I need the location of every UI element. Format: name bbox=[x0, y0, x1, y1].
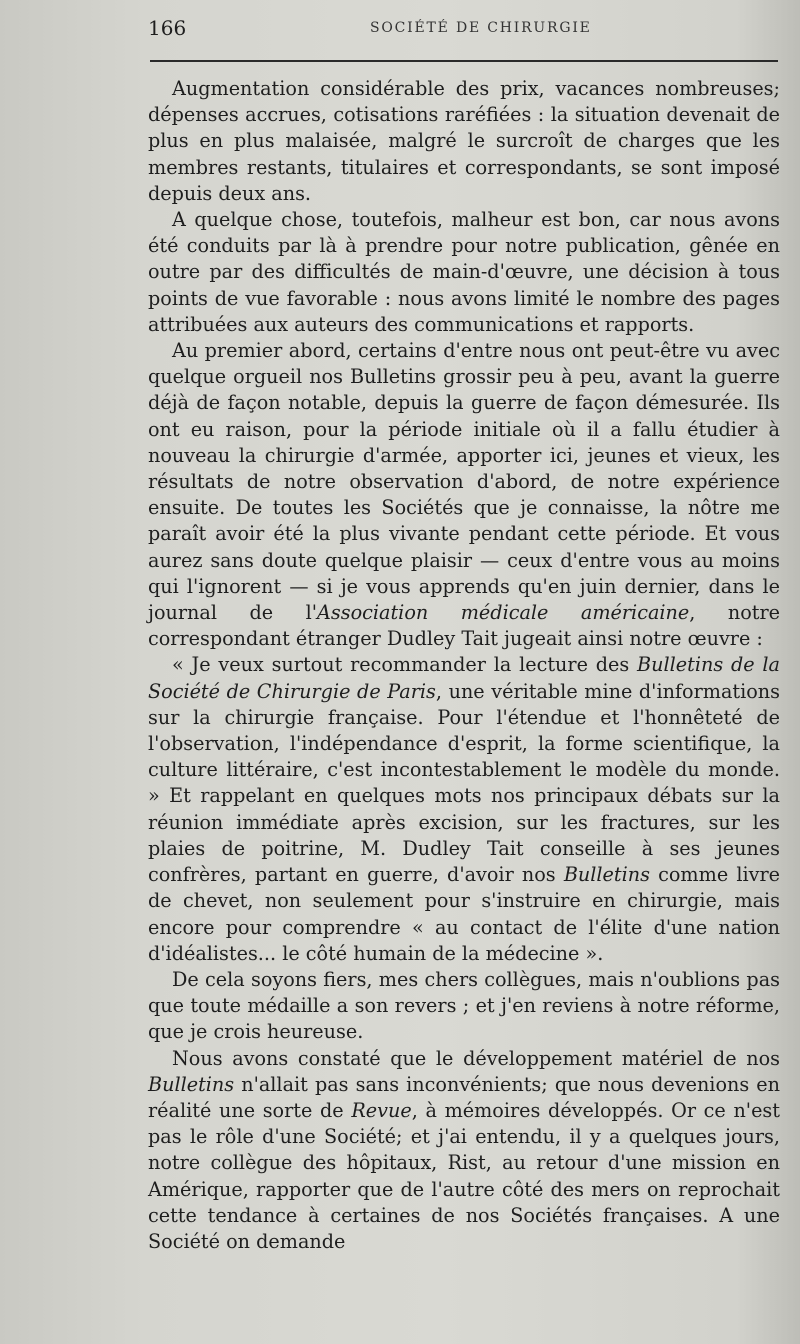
paragraph bbox=[148, 76, 780, 207]
text-run: Nous avons constaté que le développement matériel de nos bbox=[172, 1046, 780, 1070]
italic-text-run: Bulletins bbox=[148, 1072, 235, 1096]
italic-text-run: Bulletins bbox=[563, 863, 650, 887]
text-run: , notre correspondant étranger Dudley Tait jugeait ainsi notre œuvre : bbox=[148, 601, 780, 651]
paragraph bbox=[148, 207, 780, 338]
text-run: comme livre de chevet, non seulement pour s'instruire en chirurgie, mais encore pour comprendre « au contact de l'élite d'une nation d'idéalistes... le côté humain de la médecine ». bbox=[148, 863, 780, 965]
italic-text-run: Association médicale américaine bbox=[317, 601, 690, 625]
paragraph bbox=[148, 1046, 780, 1256]
text-run: Augmentation considérable des prix, vacances nombreuses; dépenses accrues, cotisations raréfiées : la situation devenait de plus en plus malaisée, malgré le surcroît de charges que les membres restants, titulaires et correspondants, se sont imposé depuis deux ans. bbox=[148, 77, 780, 205]
text-run: n'allait pas sans inconvénients; que nous devenions en réalité une sorte de bbox=[148, 1072, 780, 1122]
text-run: A quelque chose, toutefois, malheur est bon, car nous avons été conduits par là à prendre pour notre publication, gênée en outre par des difficultés de main-d'œuvre, une décision à tous points de vue favorable : nous avons limité le nombre des pages attribuées aux auteurs des communications et rapports. bbox=[148, 208, 780, 336]
text-run: Au premier abord, certains d'entre nous ont peut-être vu avec quelque orgueil nos Bulletins grossir peu à peu, avant la guerre déjà de façon notable, depuis la guerre de façon démesurée. Ils ont eu raison, pour la période initiale où il a fallu étudier à nouveau la chirurgie d'armée, apporter ici, jeunes et vieux, les résultats de notre observation d'abord, de notre expérience ensuite. De toutes les Sociétés que je connaisse, la nôtre me paraît avoir été la plus vivante pendant cette période. Et vous aurez sans doute quelque plaisir — ceux d'entre vous au moins qui l'ignorent — si je vous apprends qu'en juin dernier, dans le journal de l' bbox=[148, 339, 780, 625]
text-run: , à mémoires développés. Or ce n'est pas le rôle d'une Société; et j'ai entendu, il y a quelques jours, notre collègue des hôpitaux, Rist, au retour d'une mission en Amérique, rapporter que de l'autre côté des mers on reprochait cette tendance à certaines de nos Sociétés françaises. A une Société on demande bbox=[148, 1098, 780, 1253]
paragraph bbox=[148, 967, 780, 1046]
text-run: , une véritable mine d'informations sur la chirurgie française. Pour l'étendue et l'honnêteté de l'observation, l'indépendance d'esprit, la forme scientifique, la culture littéraire, c'est incontestablement le modèle du monde. » Et rappelant en quelques mots nos principaux débats sur la réunion immédiate après excision, sur les fractures, sur les plaies de poitrine, M. Dudley Tait conseille à ses jeunes confrères, partant en guerre, d'avoir nos bbox=[148, 679, 780, 887]
italic-text-run: Bulletins de la Société de Chirurgie de Paris bbox=[148, 653, 780, 703]
page-header bbox=[148, 16, 780, 48]
paragraph bbox=[148, 652, 780, 966]
text-run: « Je veux surtout recommander la lecture des bbox=[172, 653, 638, 677]
running-title: SOCIÉTÉ DE CHIRURGIE bbox=[370, 20, 592, 36]
italic-text-run: Revue bbox=[351, 1098, 412, 1122]
text-run: De cela soyons fiers, mes chers collègues, mais n'oublions pas que toute médaille a son revers ; et j'en reviens à notre réforme, que je crois heureuse. bbox=[148, 967, 780, 1044]
body-text bbox=[148, 76, 780, 1255]
paragraph bbox=[148, 338, 780, 652]
page-number: 166 bbox=[148, 16, 187, 40]
header-rule bbox=[150, 60, 778, 62]
